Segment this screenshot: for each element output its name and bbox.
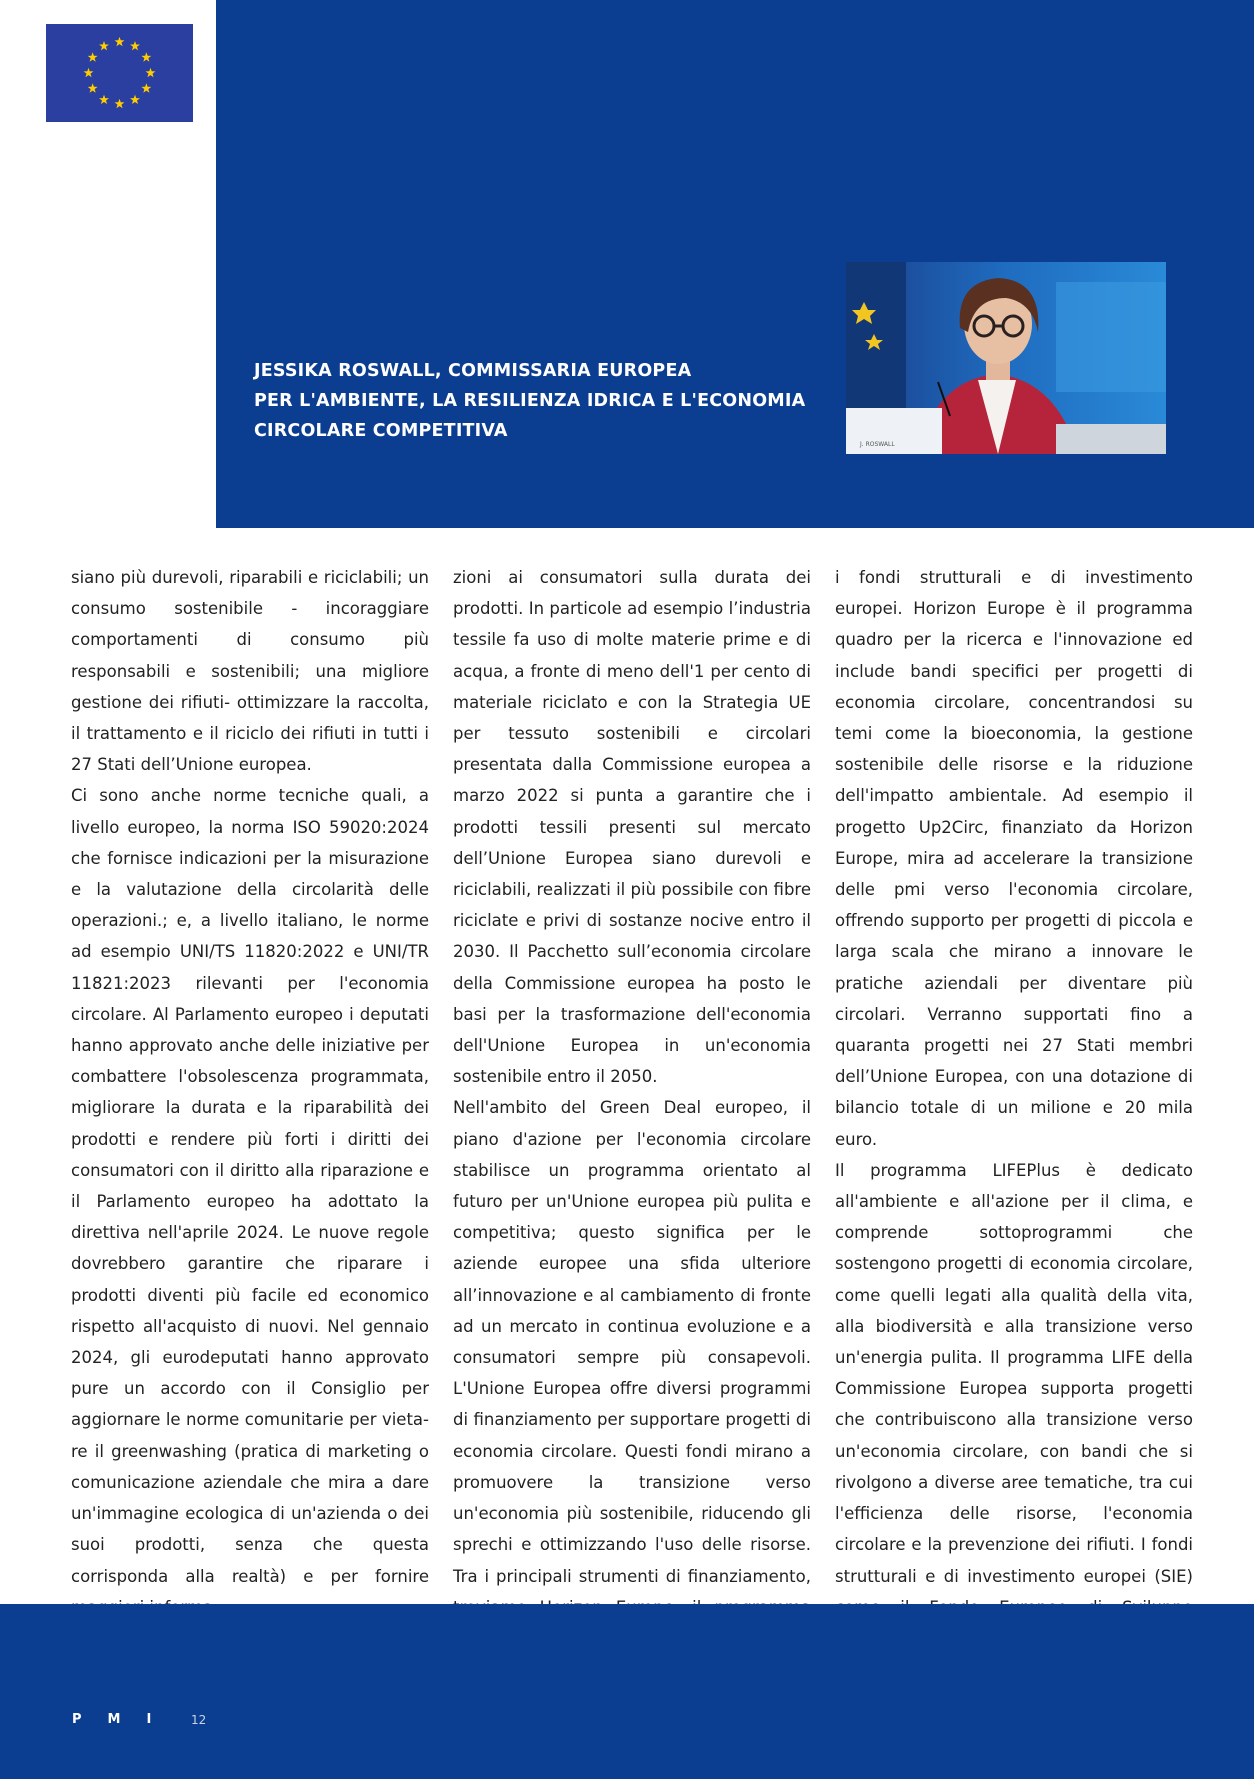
article-headline bbox=[254, 356, 814, 446]
headline-line: PER L'AMBIENTE, LA RESILIENZA IDRICA E L'ECONOMIA bbox=[254, 391, 806, 411]
paragraph: zioni ai consumatori sulla durata dei prodotti. In particole ad esempio l’industria tessile fa uso di molte materie prime e di acqua, a fronte di meno dell'1 per cento di materiale riciclato e con la Strategia UE per tessuto sostenibili e circolari presentata dalla Commissione europea a marzo 2022 si punta a garantire che i prodotti tessili presenti sul mercato dell’Unione Europea siano durevoli e riciclabili, realizzati il più possibile con fibre riciclate e privi di sostanze nocive entro il 2030. Il Pacchetto sull’economia circolare della Commissione europea ha posto le basi per la trasformazione dell'economia dell'Unione Europea in un'economia sostenibile entro il 2050. bbox=[453, 568, 811, 1087]
paragraph: Ci sono anche norme tecniche quali, a livello europeo, la norma ISO 59020:2024 che fornisce indicazioni per la misurazione e la valutazione della circolarità delle operazioni.; e, a livello italiano, le norme ad esempio UNI/TS 11820:2022 e UNI/TR 11821:2023 rilevanti per l'economia circolare. Al Parlamento europeo i deputati hanno approvato anche delle iniziative per combattere l'obsolescenza programmata, migliorare la durata e la riparabilità dei prodotti e rendere più forti i diritti dei consumatori con il diritto alla riparazione e il Parlamento europeo ha adottato la direttiva nell'aprile 2024. Le nuove regole dovrebbero garantire che riparare i prodotti diventi più facile ed economico rispetto all'acquisto di nuovi. Nel gennaio 2024, gli eurodeputati hanno approvato pure un accordo con il Consiglio per aggiornare le norme comunitarie per vietare il greenwashing (pratica di marketing o comunicazione aziendale che mira a dare un'immagine ecologica di un'azienda o dei suoi prodotti, senza che questa corrisponda alla realtà) e per fornire bbox=[71, 786, 429, 1586]
article-column-3 bbox=[835, 562, 1193, 1654]
article-column-1 bbox=[71, 562, 429, 1623]
paragraph: Il programma LIFEPlus è dedicato all'ambiente e all'azione per il clima, e comprende sottoprogrammi che sostengono progetti di economia circolare, come quelli legati alla qualità della vita, alla biodiversità e alla transizione verso un'energia pulita. Il programma LIFE della Commissione Europea supporta progetti che contribuiscono alla transizione verso un'economia circolare, con bandi che si rivolgono a diverse aree tematiche, tra cui l'efficienza delle risorse, l'economia circolare e la prevenzione dei rifiuti. I fondi strutturali e di investimento europei (SIE) bbox=[835, 1160, 1193, 1586]
eu-flag-icon bbox=[46, 24, 193, 122]
footer-logo: PMI bbox=[72, 1712, 178, 1727]
footer-band bbox=[0, 1604, 1254, 1779]
portrait-photo bbox=[846, 262, 1166, 454]
nameplate-text: J. ROSWALL bbox=[860, 441, 895, 448]
article-column-2 bbox=[453, 562, 811, 1654]
paragraph: Nell'ambito del Green Deal europeo, il piano d'azione per l'economia circolare stabilisce un programma orientato al futuro per un'Unione europea più pulita e competitiva; questo significa per le aziende europee una sfida ulteriore all’innovazione e al cambiamento di fronte ad un mercato in continua evoluzione e a consumatori sempre più consapevoli. L'Unione Europea offre diversi programmi di finanziamento per supportare progetti di economia circolare. Questi fondi mirano a promuovere la transizione verso un'economia più sostenibile, riducendo gli sprechi e ottimizzando l'uso delle risorse. Tra i principali strumenti di finanziamento, bbox=[453, 1098, 811, 1586]
headline-line: JESSIKA ROSWALL, COMMISSARIA EUROPEA bbox=[254, 361, 692, 381]
headline-line: CIRCOLARE COMPETITIVA bbox=[254, 421, 508, 441]
page-number: 12 bbox=[191, 1713, 207, 1727]
paragraph: siano più durevoli, riparabili e riciclabili; un consumo sostenibile - incoraggiare comportamenti di consumo più responsabili e sostenibili; una migliore gestione dei rifiuti- ottimizzare la raccolta, il trattamento e il riciclo dei rifiuti in tutti i 27 Stati dell’Unione europea. bbox=[71, 568, 429, 775]
paragraph: i fondi strutturali e di investimento europei. Horizon Europe è il programma quadro per la ricerca e l'innovazione ed include bandi specifici per progetti di economia circolare, concentrandosi su temi come la bioeconomia, la gestione sostenibile delle risorse e la riduzione dell'impatto ambientale. Ad esempio il progetto Up2Circ, finanziato da Horizon Europe, mira ad accelerare la transizione delle pmi verso l'economia circolare, offrendo supporto per progetti di piccola e larga scala che mirano a innovare le pratiche aziendali per diventare più circolari. Verranno supportati fino a quaranta progetti nei 27 Stati membri dell’Unione Europea, con una dotazione di bilancio totale di un milione e 20 mila euro. bbox=[835, 568, 1193, 1149]
